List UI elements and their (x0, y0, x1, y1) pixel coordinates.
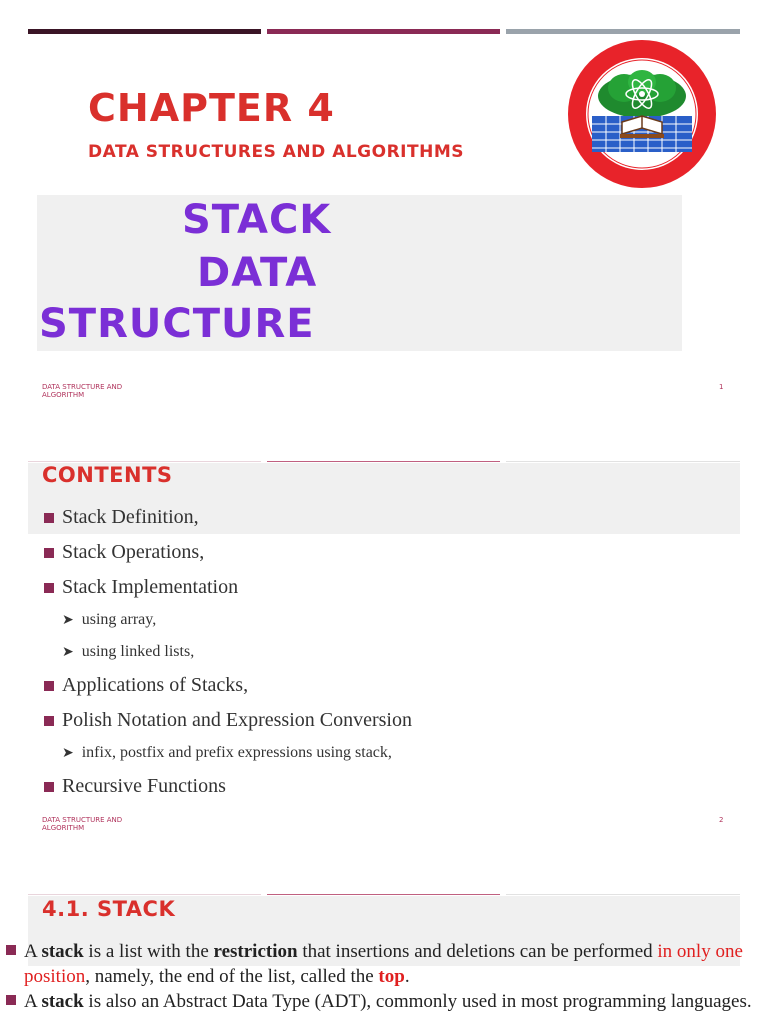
banner-line-structure: STRUCTURE (39, 301, 315, 347)
list-item-label: Recursive Functions (62, 775, 226, 797)
chapter-title: CHAPTER 4 (88, 86, 335, 130)
arrow-bullet-icon: ➤ (62, 745, 74, 761)
bullet-square-icon (44, 548, 54, 558)
highlight-bold-term: top (378, 966, 405, 987)
sub-list-item-label: infix, postfix and prefix expressions using stack, (81, 744, 392, 761)
slide1-page-number: 1 (719, 383, 724, 391)
list-item (44, 506, 199, 529)
slide2-divider-left (28, 461, 261, 462)
list-item (44, 709, 412, 732)
top-accent-bar-maroon (267, 29, 500, 34)
text-run: A (24, 991, 42, 1012)
sub-list-item (62, 611, 156, 629)
bullet-square-icon (6, 945, 16, 955)
sub-list-item (62, 744, 392, 762)
text-run: . (404, 966, 410, 987)
bullet-square-icon (44, 681, 54, 691)
slide1-footer: DATA STRUCTURE AND ALGORITHM (42, 383, 123, 399)
top-accent-bar-dark (28, 29, 261, 34)
stack-banner (37, 195, 682, 351)
bold-term: restriction (213, 941, 298, 962)
chapter-subtitle: DATA STRUCTURES AND ALGORITHMS (88, 142, 464, 162)
top-accent-bar-gray (506, 29, 740, 34)
highlight-text: in only one position (24, 941, 743, 987)
sub-list-item-label: using linked lists, (81, 643, 195, 660)
list-item-label: Polish Notation and Expression Conversion (62, 709, 412, 731)
sub-list-item (62, 643, 194, 661)
list-item (44, 775, 226, 798)
banner-line-data: DATA (197, 250, 318, 296)
stack-definition-paragraph (6, 939, 764, 989)
slide2-footer: DATA STRUCTURE AND ALGORITHM (42, 816, 123, 832)
stack-adt-paragraph (6, 989, 764, 1014)
sub-list-item-label: using array, (81, 611, 157, 628)
text-run: that insertions and deletions can be performed (297, 941, 658, 962)
bullet-square-icon (44, 513, 54, 523)
list-item (44, 674, 248, 697)
text-run: is a list with the (83, 941, 214, 962)
university-seal-icon (566, 38, 718, 190)
slide3-divider-left (28, 894, 261, 895)
slide3-divider-right (506, 894, 740, 895)
slide2-divider-mid (267, 461, 500, 462)
bullet-square-icon (44, 782, 54, 792)
list-item (44, 541, 204, 564)
text-run: is also an Abstract Data Type (ADT), commonly used in most programming languages. (83, 991, 752, 1012)
bold-term: stack (41, 991, 84, 1012)
list-item-label: Applications of Stacks, (62, 674, 249, 696)
text-run: , namely, the end of the list, called the (85, 966, 379, 987)
slide2-page-number: 2 (719, 816, 724, 824)
list-item-label: Stack Operations, (62, 541, 205, 563)
contents-heading: CONTENTS (42, 463, 173, 487)
banner-line-stack: STACK (182, 197, 332, 243)
text-run: A (24, 941, 42, 962)
bullet-square-icon (44, 716, 54, 726)
slide2-divider-right (506, 461, 740, 462)
list-item (44, 576, 238, 599)
list-item-label: Stack Implementation (62, 576, 239, 598)
stack-heading: 4.1. STACK (42, 897, 176, 921)
bullet-square-icon (44, 583, 54, 593)
list-item-label: Stack Definition, (62, 506, 199, 528)
bold-term: stack (41, 941, 84, 962)
arrow-bullet-icon: ➤ (62, 644, 74, 660)
arrow-bullet-icon: ➤ (62, 612, 74, 628)
bullet-square-icon (6, 995, 16, 1005)
slide3-divider-mid (267, 894, 500, 895)
